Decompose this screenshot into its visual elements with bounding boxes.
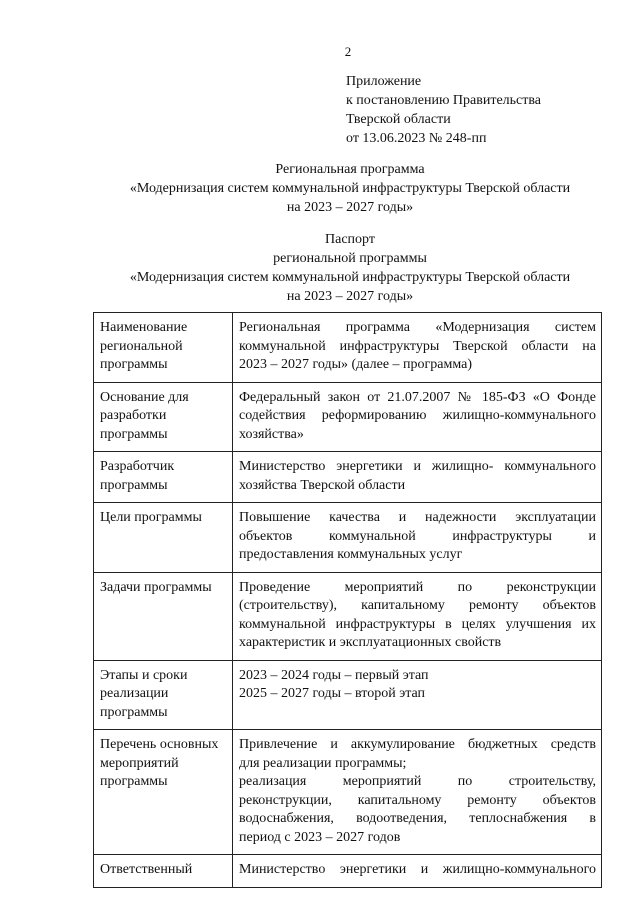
row-value-line: реконструкции, капитальному ремонту объектов bbox=[239, 792, 596, 808]
row-value-line: Министерство энергетики и жилищно-коммунального bbox=[239, 862, 596, 877]
row-label-cell bbox=[94, 730, 233, 855]
row-value-cell bbox=[233, 503, 602, 573]
row-value-line: Региональная программа «Модернизация систем bbox=[239, 320, 596, 335]
row-value-line: (строительству), капитальному ремонту объектов bbox=[239, 598, 596, 613]
row-label-line: Наименование bbox=[100, 320, 188, 335]
appendix-line: к постановлению Правительства bbox=[346, 93, 542, 108]
program-title bbox=[90, 160, 610, 217]
passport-title-line: региональной программы bbox=[273, 251, 427, 266]
row-label-line: реализации bbox=[100, 686, 169, 701]
row-label-cell bbox=[94, 452, 233, 503]
row-label-line: Перечень основных bbox=[100, 737, 219, 752]
row-value-line: содействия реформированию жилищно-коммунального bbox=[239, 408, 596, 423]
row-value-line: коммунальной инфраструктуры Тверской области на bbox=[239, 338, 596, 354]
row-label-cell bbox=[94, 660, 233, 730]
row-label-line: Разработчик bbox=[100, 459, 175, 474]
row-value-line: 2023 – 2027 годы» (далее – программа) bbox=[239, 357, 473, 372]
row-label-line: программы bbox=[100, 477, 168, 493]
row-label-line: Ответственный bbox=[100, 862, 193, 877]
table-row bbox=[94, 382, 602, 452]
table-row bbox=[94, 730, 602, 855]
program-title-line: «Модернизация систем коммунальной инфраструктуры Тверской области bbox=[129, 181, 571, 196]
row-label-line: разработки bbox=[100, 408, 167, 423]
row-value-line: Повышение качества и надежности эксплуатации bbox=[239, 510, 596, 525]
row-value-cell bbox=[233, 313, 602, 383]
program-title-line: Региональная программа bbox=[275, 162, 425, 177]
appendix-note bbox=[346, 72, 541, 148]
row-value-cell bbox=[233, 382, 602, 452]
row-value-cell bbox=[233, 572, 602, 660]
row-value-cell bbox=[233, 452, 602, 503]
page-number: 2 bbox=[344, 44, 352, 59]
table-row bbox=[94, 503, 602, 573]
row-value-line: предоставления коммунальных услуг bbox=[239, 547, 463, 562]
table-row bbox=[94, 572, 602, 660]
row-value-line: Привлечение и аккумулирование бюджетных средств bbox=[239, 737, 596, 752]
row-value-line: характеристик и эксплуатационных свойств bbox=[239, 635, 502, 650]
table-row bbox=[94, 855, 602, 888]
row-label-cell bbox=[94, 313, 233, 383]
passport-title bbox=[90, 230, 610, 306]
row-value-line: 2025 – 2027 годы – второй этап bbox=[239, 686, 426, 701]
row-value-line: Проведение мероприятий по реконструкции bbox=[239, 579, 596, 595]
row-label-line: программы bbox=[100, 357, 168, 372]
row-value-line: хозяйства» bbox=[239, 426, 304, 442]
row-label-line: региональной bbox=[100, 338, 183, 354]
row-value-line: реализация мероприятий по строительству, bbox=[239, 774, 596, 789]
row-value-line: 2023 – 2024 годы – первый этап bbox=[239, 667, 429, 683]
row-value-line: Министерство энергетики и жилищно- коммунального bbox=[239, 459, 596, 474]
row-value-cell bbox=[233, 660, 602, 730]
row-label-line: программы bbox=[100, 774, 168, 789]
row-label-line: мероприятий bbox=[100, 755, 179, 771]
row-label-line: Этапы и сроки bbox=[100, 667, 188, 683]
table-row bbox=[94, 313, 602, 383]
row-value-cell bbox=[233, 855, 602, 888]
row-label-cell bbox=[94, 503, 233, 573]
appendix-line: Приложение bbox=[346, 74, 422, 89]
row-value-line: для реализации программы; bbox=[239, 755, 407, 771]
row-value-line: хозяйства Тверской области bbox=[239, 477, 406, 493]
row-value-line: период с 2023 – 2027 годов bbox=[239, 829, 401, 845]
passport-title-line: Паспорт bbox=[325, 232, 375, 247]
program-title-line: на 2023 – 2027 годы» bbox=[286, 200, 414, 215]
row-value-line: коммунальной инфраструктуры в целях улучшения их bbox=[239, 616, 596, 632]
row-label-line: Цели программы bbox=[100, 510, 202, 525]
appendix-line: от 13.06.2023 № 248-пп bbox=[346, 131, 487, 146]
table-row bbox=[94, 660, 602, 730]
row-value-line: Федеральный закон от 21.07.2007 № 185-ФЗ «О Фонде bbox=[239, 389, 596, 405]
row-label-line: Задачи программы bbox=[100, 579, 212, 595]
row-label-cell bbox=[94, 855, 233, 888]
passport-title-line: «Модернизация систем коммунальной инфраструктуры Тверской области bbox=[129, 270, 571, 285]
row-label-line: программы bbox=[100, 426, 168, 442]
table-row bbox=[94, 452, 602, 503]
row-label-cell bbox=[94, 382, 233, 452]
row-value-line: объектов коммунальной инфраструктуры и bbox=[239, 528, 596, 544]
row-value-cell bbox=[233, 730, 602, 855]
row-label-cell bbox=[94, 572, 233, 660]
row-label-line: Основание для bbox=[100, 389, 189, 405]
row-value-line: водоснабжения, водоотведения, теплоснабжения в bbox=[239, 811, 596, 826]
passport-title-line: на 2023 – 2027 годы» bbox=[286, 289, 414, 304]
passport-table bbox=[93, 312, 602, 888]
appendix-line: Тверской области bbox=[346, 112, 451, 127]
row-label-line: программы bbox=[100, 704, 168, 720]
